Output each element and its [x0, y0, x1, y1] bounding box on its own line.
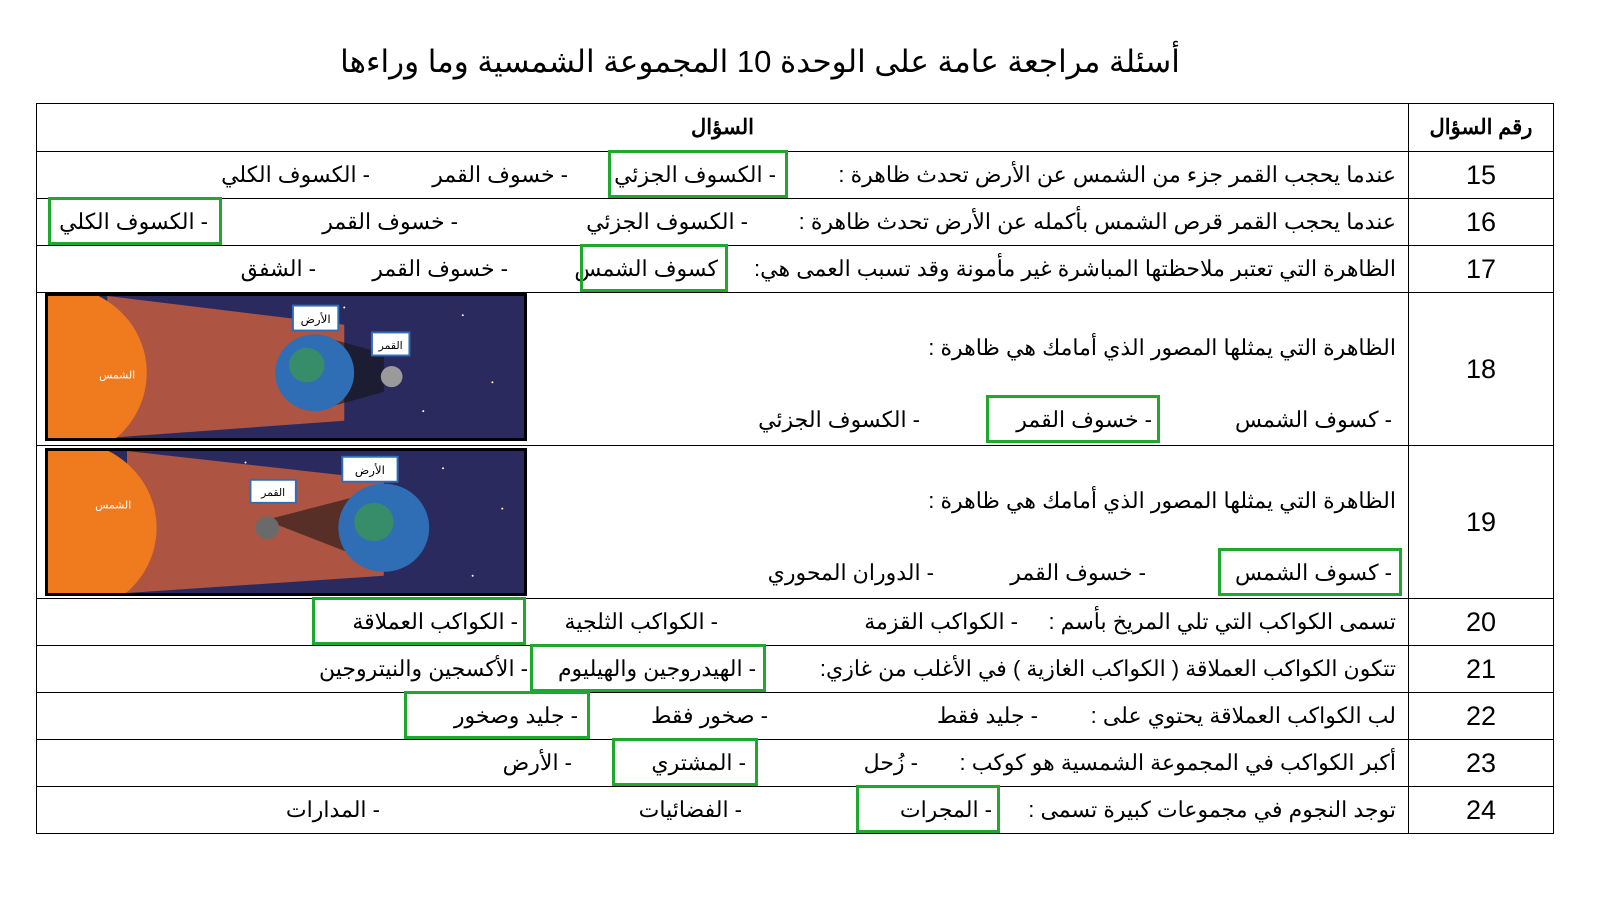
question-stem: الظاهرة التي يمثلها المصور الذي أمامك هي ظاهرة :	[928, 335, 1396, 360]
question-row-19	[37, 446, 1554, 599]
option-b: - خسوف القمر	[372, 256, 508, 281]
option-a: - الكسوف الجزئي	[586, 209, 748, 234]
option-b: - الكواكب الثلجية	[564, 609, 718, 634]
option-c: - الأرض	[502, 750, 572, 775]
question-stem: أكبر الكواكب في المجموعة الشمسية هو كوكب :	[959, 750, 1396, 775]
option-b: - صخور فقط	[651, 703, 768, 728]
moon-shape	[255, 516, 279, 539]
question-cell	[37, 199, 1409, 246]
question-cell	[37, 693, 1409, 740]
option-a: - المجرات	[899, 797, 992, 822]
question-cell	[37, 740, 1409, 787]
option-a: - جليد فقط	[936, 703, 1038, 728]
question-row-24	[37, 787, 1554, 834]
question-number: 18	[1409, 293, 1554, 446]
option-c: - الكواكب العملاقة	[352, 609, 518, 634]
sun-label: الشمس	[99, 368, 136, 382]
question-number: 19	[1409, 446, 1554, 599]
question-cell	[37, 446, 1409, 599]
question-number: 15	[1409, 152, 1554, 199]
header-number: رقم السؤال	[1409, 104, 1554, 152]
moon-label: القمر	[378, 338, 403, 352]
correct-answer-box	[986, 395, 1160, 443]
sun-label: الشمس	[95, 498, 132, 512]
moon-label: القمر	[261, 486, 286, 500]
correct-answer-box	[608, 150, 788, 198]
question-stem: لب الكواكب العملاقة يحتوي على :	[1090, 703, 1396, 728]
question-row-17	[37, 246, 1554, 293]
option-c: - الدوران المحوري	[767, 560, 934, 585]
questions-table	[36, 103, 1554, 834]
option-c: - الكسوف الكلي	[221, 162, 370, 187]
option-a: كسوف الشمس	[574, 256, 718, 281]
correct-answer-box	[404, 691, 590, 739]
option-b: - المشتري	[651, 750, 746, 775]
correct-answer-box	[612, 738, 758, 786]
question-row-21	[37, 646, 1554, 693]
question-cell	[37, 787, 1409, 834]
question-number: 20	[1409, 599, 1554, 646]
question-cell	[37, 646, 1409, 693]
option-a: - زُحل	[863, 750, 918, 775]
option-b: - خسوف القمر	[322, 209, 458, 234]
option-a: - الكسوف الجزئي	[614, 162, 776, 187]
question-row-23	[37, 740, 1554, 787]
option-c: - جليد وصخور	[453, 703, 578, 728]
option-a: - الهيدروجين والهيليوم	[557, 656, 756, 681]
question-cell	[37, 152, 1409, 199]
option-b: - خسوف القمر	[1016, 407, 1152, 432]
question-row-20	[37, 599, 1554, 646]
question-row-16	[37, 199, 1554, 246]
question-row-22	[37, 693, 1554, 740]
option-c: - الكسوف الكلي	[59, 209, 208, 234]
question-number: 16	[1409, 199, 1554, 246]
option-c: - الكسوف الجزئي	[758, 407, 920, 432]
option-b: - خسوف القمر	[1010, 560, 1146, 585]
question-number: 23	[1409, 740, 1554, 787]
option-b: - الفضائيات	[638, 797, 742, 822]
question-stem: الظاهرة التي تعتبر ملاحظتها المباشرة غير مأمونة وقد تسبب العمى هي:	[754, 256, 1396, 281]
earth-label: الأرض	[354, 463, 385, 477]
correct-answer-box	[580, 244, 728, 292]
solar-eclipse-diagram	[45, 448, 527, 596]
option-a: - كسوف الشمس	[1234, 560, 1392, 585]
option-b: - خسوف القمر	[432, 162, 568, 187]
question-stem: عندما يحجب القمر قرص الشمس بأكمله عن الأرض تحدث ظاهرة :	[798, 209, 1396, 234]
solar-eclipse-illustration	[48, 451, 524, 593]
correct-answer-box	[530, 644, 766, 692]
question-number: 17	[1409, 246, 1554, 293]
question-stem: تسمى الكواكب التي تلي المريخ بأسم :	[1048, 609, 1396, 634]
option-a: - كسوف الشمس	[1234, 407, 1392, 432]
question-row-18	[37, 293, 1554, 446]
question-stem: تتكون الكواكب العملاقة ( الكواكب الغازية ) في الأغلب من غازي:	[819, 656, 1396, 681]
question-cell	[37, 293, 1409, 446]
option-c: - الشفق	[240, 256, 316, 281]
correct-answer-box	[856, 785, 1000, 833]
question-number: 22	[1409, 693, 1554, 740]
page-title: أسئلة مراجعة عامة على الوحدة 10 المجموعة الشمسية وما وراءها	[340, 44, 1180, 79]
table-header-row	[37, 104, 1554, 152]
lunar-eclipse-diagram	[45, 293, 527, 441]
question-stem: توجد النجوم في مجموعات كبيرة تسمى :	[1028, 797, 1396, 822]
lunar-eclipse-illustration	[48, 296, 524, 438]
correct-answer-box	[1218, 548, 1402, 596]
question-number: 24	[1409, 787, 1554, 834]
header-question: السؤال	[37, 104, 1409, 152]
question-row-15	[37, 152, 1554, 199]
question-stem: عندما يحجب القمر جزء من الشمس عن الأرض تحدث ظاهرة :	[838, 162, 1396, 187]
earth-label: الأرض	[300, 312, 331, 326]
question-stem: الظاهرة التي يمثلها المصور الذي أمامك هي ظاهرة :	[928, 488, 1396, 513]
question-cell	[37, 599, 1409, 646]
option-a: - الكواكب القزمة	[864, 609, 1018, 634]
correct-answer-box	[312, 597, 526, 645]
option-c: - المدارات	[285, 797, 380, 822]
question-cell	[37, 246, 1409, 293]
option-b: - الأكسجين والنيتروجين	[319, 656, 528, 681]
question-number: 21	[1409, 646, 1554, 693]
correct-answer-box	[48, 197, 222, 245]
moon-shape	[381, 366, 403, 387]
